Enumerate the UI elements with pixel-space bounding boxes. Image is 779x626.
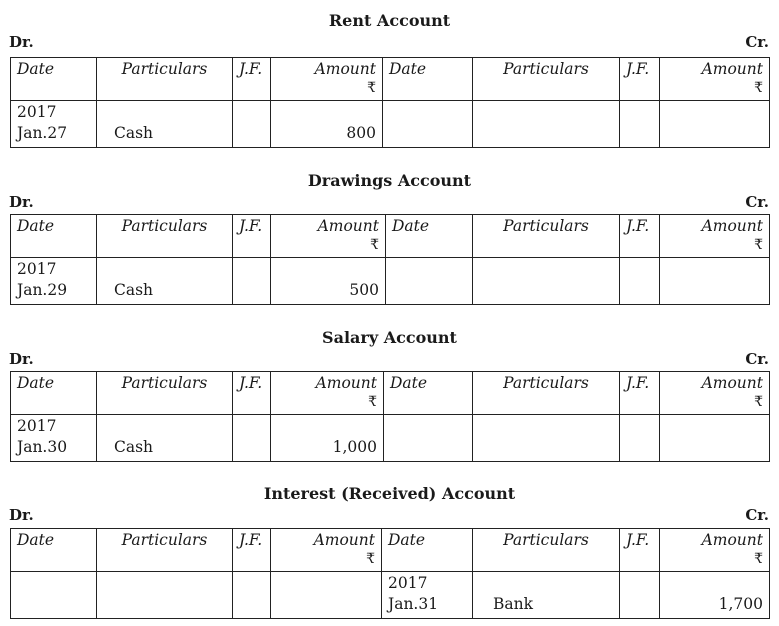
rupee-icon: ₹	[367, 80, 376, 96]
dr-particulars-cell: Cash	[97, 101, 233, 148]
header-row	[11, 372, 770, 415]
cr-date-cell	[384, 415, 473, 462]
cr-amount-header: Amount ₹	[660, 58, 770, 101]
rupee-icon: ₹	[366, 551, 375, 567]
ledger-table	[10, 57, 770, 148]
cr-particulars-cell	[473, 415, 620, 462]
ledger-table	[10, 214, 770, 305]
dr-jf-cell	[233, 415, 271, 462]
cr-jf-header: J.F.	[620, 372, 660, 415]
entry-row	[11, 101, 770, 148]
ledger-table	[10, 528, 770, 619]
cr-particulars-cell: Bank	[473, 572, 620, 619]
salary-account	[0, 327, 779, 456]
cr-particulars-header: Particulars	[473, 58, 620, 101]
dr-particulars-cell	[97, 572, 233, 619]
cr-amount-cell	[660, 101, 770, 148]
dr-date-cell: 2017 Jan.30	[11, 415, 97, 462]
dr-jf-cell	[233, 572, 271, 619]
rupee-icon: ₹	[754, 80, 763, 96]
rupee-icon: ₹	[754, 551, 763, 567]
dr-jf-header: J.F.	[233, 529, 271, 572]
cr-particulars-header: Particulars	[473, 529, 620, 572]
debit-label: Dr.	[9, 193, 34, 211]
credit-label: Cr.	[745, 350, 769, 368]
dr-jf-header: J.F.	[233, 215, 271, 258]
dr-particulars-header: Particulars	[97, 215, 233, 258]
cr-date-header: Date	[382, 529, 473, 572]
dr-amount-cell: 500	[271, 258, 386, 305]
credit-label: Cr.	[745, 506, 769, 524]
dr-date-header: Date	[11, 529, 97, 572]
rupee-icon: ₹	[370, 237, 379, 253]
account-title: Salary Account	[322, 328, 457, 347]
cr-amount-cell	[660, 415, 770, 462]
cr-jf-cell	[620, 572, 660, 619]
cr-jf-header: J.F.	[620, 215, 660, 258]
cr-date-cell: 2017 Jan.31	[382, 572, 473, 619]
account-title: Rent Account	[328, 11, 451, 30]
cr-amount-header: Amount ₹	[660, 215, 770, 258]
cr-jf-header: J.F.	[620, 529, 660, 572]
cr-amount-cell	[660, 258, 770, 305]
entry-row	[11, 572, 770, 619]
cr-jf-cell	[620, 101, 660, 148]
dr-amount-cell: 800	[271, 101, 383, 148]
dr-date-header: Date	[11, 372, 97, 415]
dr-jf-cell	[233, 101, 271, 148]
account-title: Drawings Account	[307, 171, 472, 190]
cr-jf-cell	[620, 258, 660, 305]
credit-label: Cr.	[745, 33, 769, 51]
rent-account	[0, 10, 779, 142]
rupee-icon: ₹	[754, 394, 763, 410]
dr-particulars-cell: Cash	[97, 415, 233, 462]
dr-jf-header: J.F.	[233, 58, 271, 101]
dr-date-header: Date	[11, 58, 97, 101]
dr-date-cell: 2017 Jan.29	[11, 258, 97, 305]
dr-amount-header: Amount ₹	[271, 372, 384, 415]
interest-received-account	[0, 483, 779, 613]
debit-label: Dr.	[9, 506, 34, 524]
account-title: Interest (Received) Account	[263, 484, 516, 503]
header-row	[11, 58, 770, 101]
entry-row	[11, 415, 770, 462]
cr-date-cell	[383, 101, 473, 148]
dr-amount-cell	[271, 572, 382, 619]
cr-amount-header: Amount ₹	[660, 372, 770, 415]
cr-jf-header: J.F.	[620, 58, 660, 101]
rupee-icon: ₹	[754, 237, 763, 253]
debit-label: Dr.	[9, 350, 34, 368]
entry-row	[11, 258, 770, 305]
dr-amount-header: Amount ₹	[271, 58, 383, 101]
cr-amount-cell: 1,700	[660, 572, 770, 619]
dr-amount-header: Amount ₹	[271, 529, 382, 572]
cr-date-header: Date	[384, 372, 473, 415]
debit-label: Dr.	[9, 33, 34, 51]
dr-date-cell: 2017 Jan.27	[11, 101, 97, 148]
cr-particulars-cell	[473, 101, 620, 148]
dr-jf-header: J.F.	[233, 372, 271, 415]
header-row	[11, 529, 770, 572]
ledger-table	[10, 371, 770, 462]
cr-particulars-header: Particulars	[473, 372, 620, 415]
cr-date-cell	[386, 258, 473, 305]
dr-amount-header: Amount ₹	[271, 215, 386, 258]
rupee-icon: ₹	[368, 394, 377, 410]
cr-jf-cell	[620, 415, 660, 462]
dr-particulars-cell: Cash	[97, 258, 233, 305]
dr-particulars-header: Particulars	[97, 58, 233, 101]
drawings-account	[0, 170, 779, 299]
cr-particulars-cell	[473, 258, 620, 305]
dr-amount-cell: 1,000	[271, 415, 384, 462]
dr-date-header: Date	[11, 215, 97, 258]
cr-date-header: Date	[383, 58, 473, 101]
credit-label: Cr.	[745, 193, 769, 211]
header-row	[11, 215, 770, 258]
dr-date-cell	[11, 572, 97, 619]
cr-date-header: Date	[386, 215, 473, 258]
cr-particulars-header: Particulars	[473, 215, 620, 258]
dr-jf-cell	[233, 258, 271, 305]
dr-particulars-header: Particulars	[97, 372, 233, 415]
cr-amount-header: Amount ₹	[660, 529, 770, 572]
dr-particulars-header: Particulars	[97, 529, 233, 572]
